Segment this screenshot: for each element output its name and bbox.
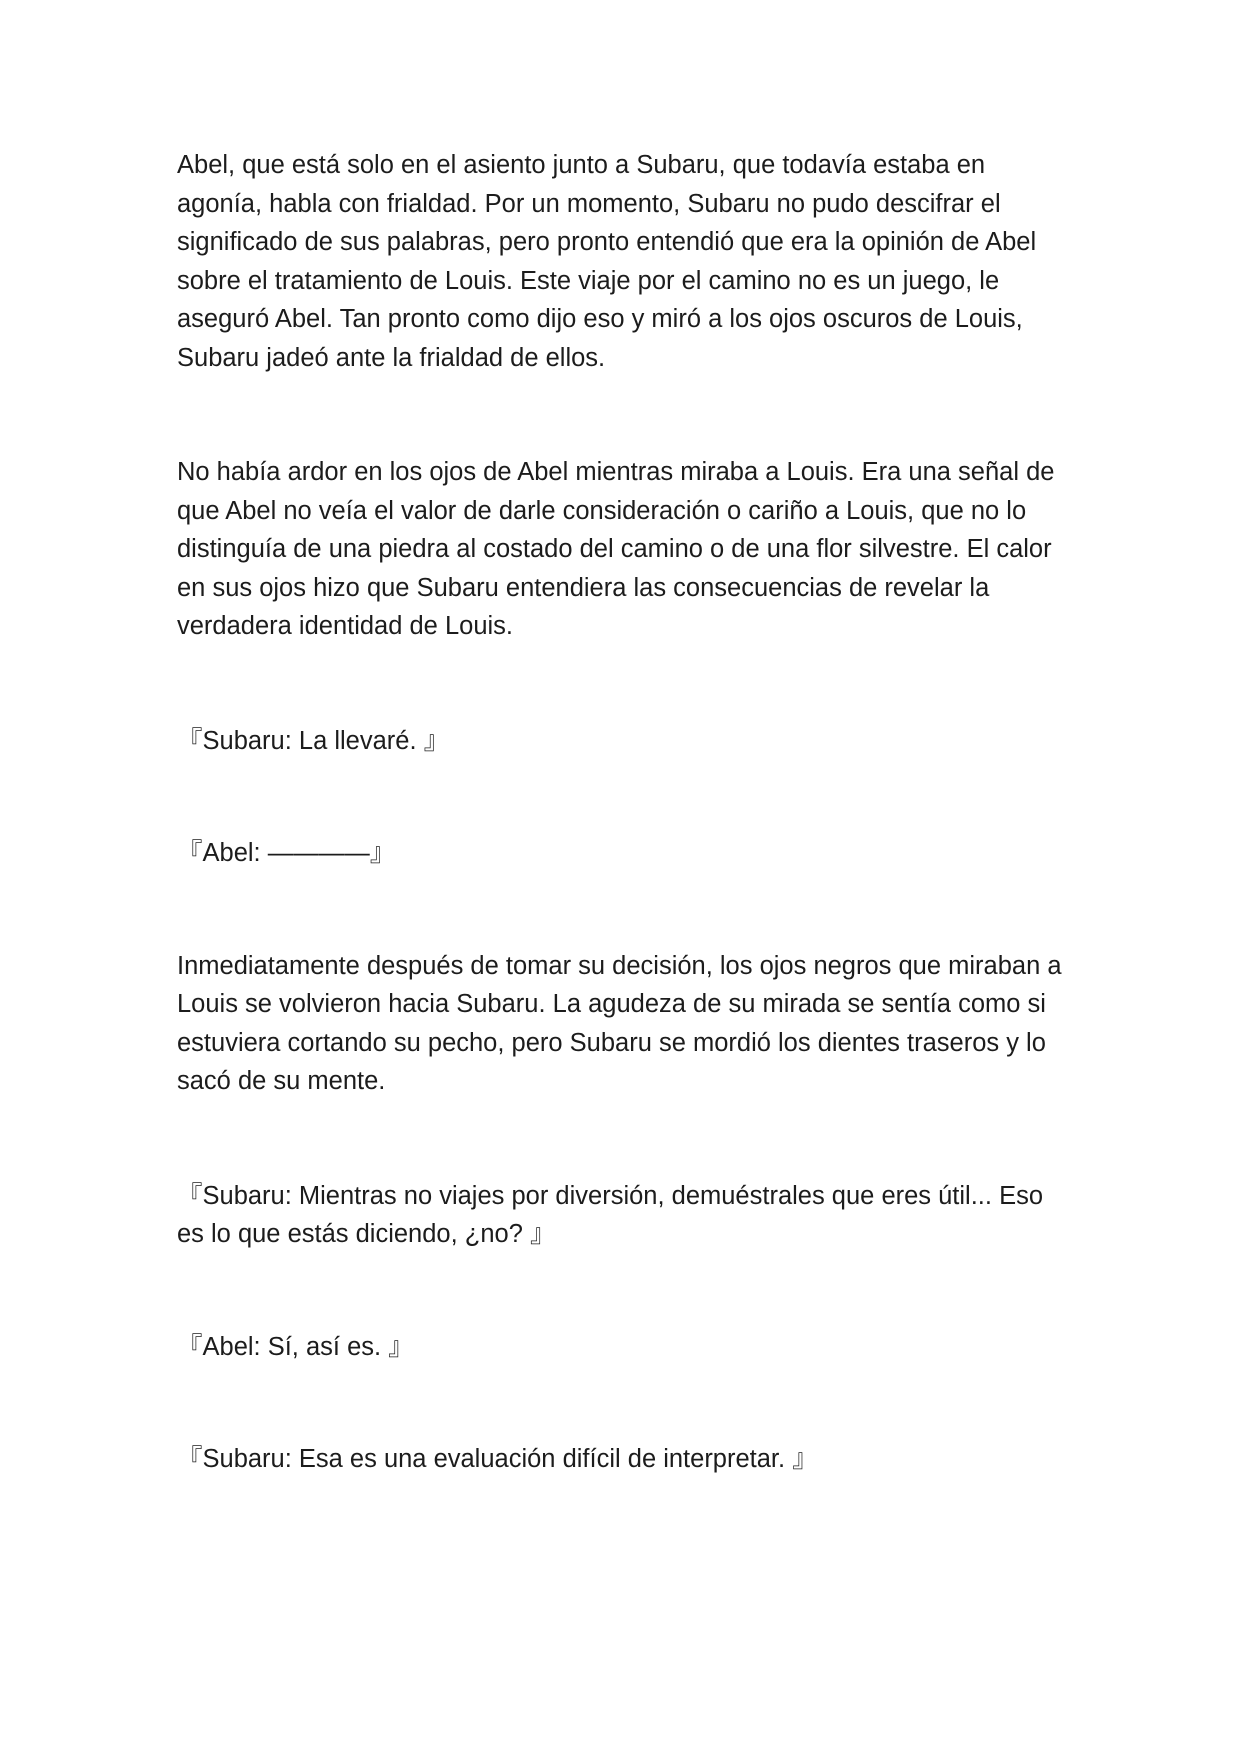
narration-paragraph: No había ardor en los ojos de Abel mientras miraba a Louis. Era una señal de que Abel no veía el valor de darle consideración o cariño a Louis, que no lo distinguía de una piedra al costado del camino o de una flor silvestre. El calor en sus ojos hizo que Subaru entendiera las consecuencias de revelar la verdadera identidad de Louis. (177, 458, 1055, 640)
dialogue-line: 『Abel: ————』 (177, 839, 396, 867)
narration-paragraph: Inmediatamente después de tomar su decisión, los ojos negros que miraban a Louis se volvieron hacia Subaru. La agudeza de su mirada se sentía como si estuviera cortando su pecho, pero Subaru se mordió los dientes traseros y lo sacó de su mente. (177, 951, 1062, 1095)
narration-paragraph: Abel, que está solo en el asiento junto a Subaru, que todavía estaba en agonía, habla con frialdad. Por un momento, Subaru no pudo descifrar el significado de sus palabras, pero pronto entendió que era la opinión de Abel sobre el tratamiento de Louis. Este viaje por el camino no es un juego, le aseguró Abel. Tan pronto como dijo eso y miró a los ojos oscuros de Louis, Subaru jadeó ante la frialdad de ellos. (177, 151, 1037, 372)
dialogue-line: 『Abel: Sí, así es. 』 (177, 1332, 414, 1361)
page-body (177, 146, 1077, 1479)
dialogue-line: 『Subaru: Esa es una evaluación difícil de interpretar. 』 (177, 1445, 818, 1473)
dialogue-line: 『Subaru: Mientras no viajes por diversión, demuéstrales que eres útil... Eso es lo que estás diciendo, ¿no? 』 (177, 1181, 1044, 1248)
dialogue-line: 『Subaru: La llevaré. 』 (177, 726, 450, 755)
